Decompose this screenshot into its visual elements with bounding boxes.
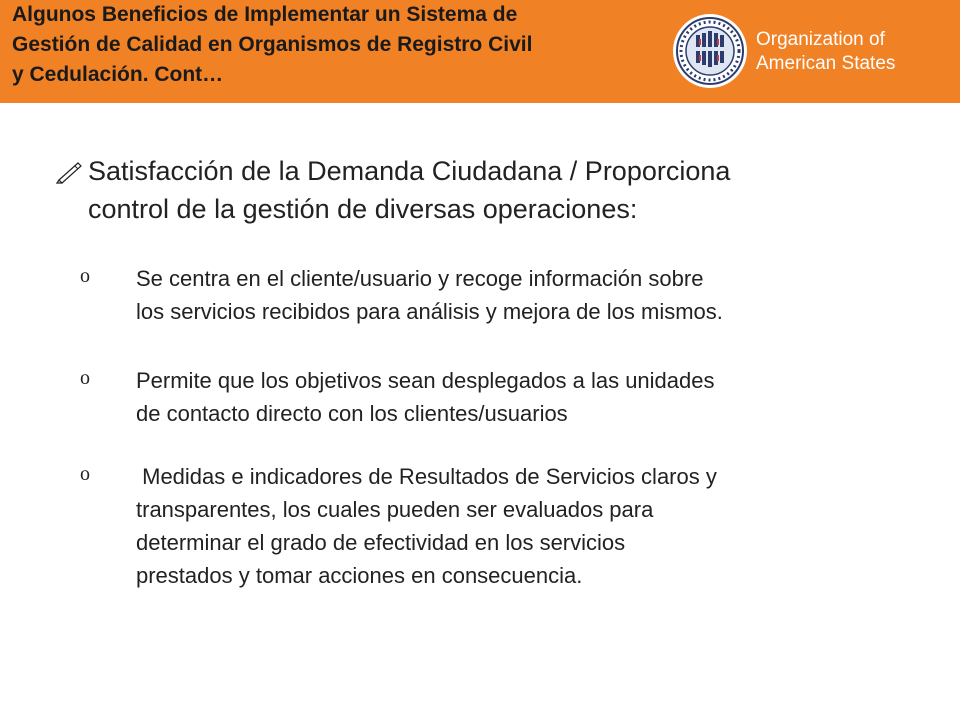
organization-logo-text — [756, 28, 895, 76]
sub-point — [80, 364, 930, 430]
sub-point — [80, 460, 930, 592]
sub-point-line: Permite que los objetivos sean desplegados a las unidades — [136, 368, 715, 393]
main-point-text — [88, 152, 916, 228]
sub-point-text — [136, 364, 930, 430]
circle-bullet-icon: o — [80, 463, 90, 485]
slide-title-line: Gestión de Calidad en Organismos de Registro Civil — [12, 33, 533, 56]
sub-point-text — [136, 262, 930, 328]
title-bar — [0, 0, 960, 103]
pen-icon — [56, 160, 84, 184]
sub-point-text — [136, 460, 930, 592]
oas-seal-icon — [672, 13, 748, 89]
sub-point-line: de contacto directo con los clientes/usuarios — [136, 401, 568, 426]
sub-points-list — [80, 262, 930, 592]
circle-bullet-icon: o — [80, 367, 90, 389]
main-point-line: control de la gestión de diversas operaciones: — [88, 194, 638, 224]
sub-point-line: determinar el grado de efectividad en los servicios — [136, 530, 626, 555]
logo-text-line: Organization of — [756, 29, 885, 50]
slide-title-line: y Cedulación. Cont… — [12, 63, 224, 86]
slide-title — [12, 0, 662, 90]
main-bullet-point — [56, 152, 916, 228]
main-point-line: Satisfacción de la Demanda Ciudadana / Proporciona — [88, 156, 731, 186]
sub-point — [80, 262, 930, 328]
circle-bullet-icon: o — [80, 265, 90, 287]
sub-point-line: Se centra en el cliente/usuario y recoge información sobre — [136, 266, 704, 291]
sub-point-line: prestados y tomar acciones en consecuencia. — [136, 563, 583, 588]
sub-point-line: los servicios recibidos para análisis y mejora de los mismos. — [136, 299, 723, 324]
sub-point-line: Medidas e indicadores de Resultados de Servicios claros y — [136, 464, 717, 489]
logo-text-line: American States — [756, 53, 896, 74]
slide-title-line: Algunos Beneficios de Implementar un Sistema de — [12, 3, 518, 26]
sub-point-line: transparentes, los cuales pueden ser evaluados para — [136, 497, 654, 522]
